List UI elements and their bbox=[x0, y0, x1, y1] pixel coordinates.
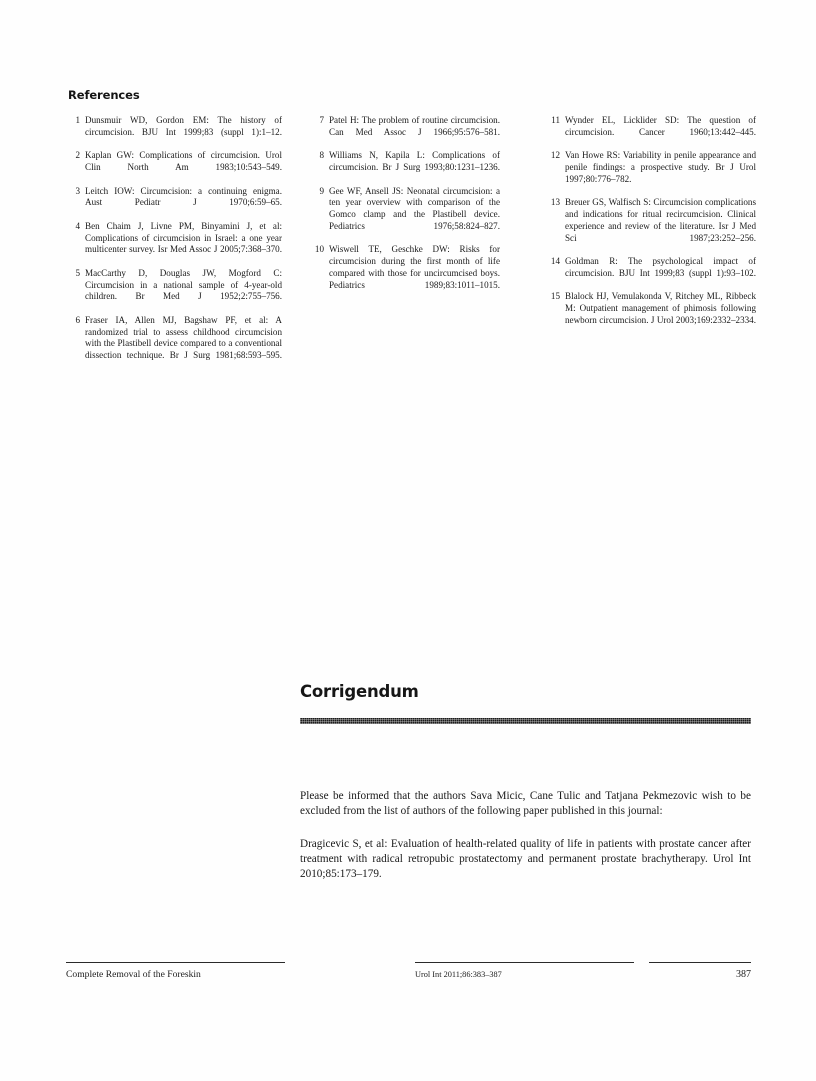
reference-text: MacCarthy D, Douglas JW, Mogford C: Circumcision in a national sample of 4-year-old children. Br Med J 1952;2:755–756. bbox=[85, 267, 282, 302]
reference-text: Williams N, Kapila L: Complications of circumcision. Br J Surg 1993;80:1231–1236. bbox=[329, 150, 500, 172]
reference-entry bbox=[544, 150, 756, 197]
reference-text: Wiswell TE, Geschke DW: Risks for circumcision during the first month of life compared with those for uncircumcised boys. Pediatrics 1989;83:1011–1015. bbox=[329, 244, 500, 290]
references-heading: References bbox=[68, 88, 140, 102]
references-columns bbox=[66, 115, 756, 374]
reference-text: Breuer GS, Walfisch S: Circumcision complications and indications for ritual recircumcision. Clinical experience and review of the literature. Isr J Med Sci 1987;23:252–256. bbox=[565, 197, 756, 243]
reference-number: 4 bbox=[75, 220, 80, 231]
corrigendum-divider-rule bbox=[300, 718, 751, 724]
reference-number: 14 bbox=[550, 256, 560, 266]
reference-text: Goldman R: The psychological impact of circumcision. BJU Int 1999;83 (suppl 1):93–102. bbox=[565, 256, 756, 278]
reference-number: 1 bbox=[75, 115, 80, 125]
reference-number: 9 bbox=[319, 185, 324, 196]
corrigendum-paragraph-2: Dragicevic S, et al: Evaluation of health-related quality of life in patients with prostate cancer after treatment with radical retropubic prostatectomy and permanent prostate brachytherapy. Urol Int 2010;85:173–179. bbox=[300, 837, 751, 881]
reference-number: 8 bbox=[319, 150, 324, 161]
references-section bbox=[66, 88, 756, 374]
corrigendum-section bbox=[300, 682, 751, 882]
reference-entry bbox=[66, 186, 282, 221]
reference-text: Kaplan GW: Complications of circumcision. Urol Clin North Am 1983;10:543–549. bbox=[85, 150, 282, 172]
reference-text: Ben Chaim J, Livne PM, Binyamini J, et al: Complications of circumcision in Israel: a one year multicenter survey. Isr Med Assoc J 2005;7:368–370. bbox=[85, 220, 282, 255]
reference-entry bbox=[66, 115, 282, 150]
page-footer bbox=[0, 962, 816, 1002]
reference-number: 13 bbox=[550, 197, 560, 208]
reference-number: 11 bbox=[551, 115, 560, 125]
reference-number: 6 bbox=[75, 314, 80, 325]
corrigendum-body bbox=[300, 789, 751, 882]
reference-number: 3 bbox=[75, 185, 80, 196]
reference-entry bbox=[66, 268, 282, 315]
reference-text: Dunsmuir WD, Gordon EM: The history of circumcision. BJU Int 1999;83 (suppl 1):1–12. bbox=[85, 115, 282, 137]
reference-entry bbox=[544, 291, 756, 338]
references-column-2 bbox=[288, 115, 506, 303]
reference-entry bbox=[310, 115, 500, 150]
corrigendum-paragraph-1: Please be informed that the authors Sava Micic, Cane Tulic and Tatjana Pekmezovic wish to be excluded from the list of authors of the following paper published in this journal: bbox=[300, 790, 751, 818]
reference-entry bbox=[310, 244, 500, 303]
footer-citation: Urol Int 2011;86:383–387 bbox=[415, 962, 634, 981]
reference-entry bbox=[66, 315, 282, 374]
reference-entry bbox=[310, 150, 500, 185]
footer-page-number: 387 bbox=[649, 962, 751, 981]
reference-number: 15 bbox=[550, 291, 560, 302]
reference-number: 5 bbox=[75, 267, 80, 278]
corrigendum-heading: Corrigendum bbox=[300, 682, 419, 701]
reference-text: Patel H: The problem of routine circumcision. Can Med Assoc J 1966;95:576–581. bbox=[329, 115, 500, 137]
reference-text: Wynder EL, Licklider SD: The question of circumcision. Cancer 1960;13:442–445. bbox=[565, 115, 756, 137]
reference-text: Gee WF, Ansell JS: Neonatal circumcision: a ten year overview with comparison of the Gomco clamp and the Plastibell device. Pediatrics 1976;58:824–827. bbox=[329, 185, 500, 231]
reference-number: 10 bbox=[314, 244, 324, 255]
reference-entry bbox=[66, 221, 282, 268]
reference-entry bbox=[310, 186, 500, 245]
references-column-3 bbox=[506, 115, 756, 338]
reference-text: Leitch IOW: Circumcision: a continuing enigma. Aust Pediatr J 1970;6:59–65. bbox=[85, 185, 282, 208]
reference-text: Van Howe RS: Variability in penile appearance and penile findings: a prospective study. Br J Urol 1997;80:776–782. bbox=[565, 150, 756, 184]
reference-text: Blalock HJ, Vemulakonda V, Ritchey ML, Ribbeck M: Outpatient management of phimosis following newborn circumcision. J Urol 2003;169:2332–2334. bbox=[565, 291, 756, 325]
reference-entry bbox=[544, 256, 756, 291]
reference-number: 2 bbox=[75, 150, 80, 161]
reference-text: Fraser IA, Allen MJ, Bagshaw PF, et al: A randomized trial to assess childhood circumcision with the Plastibell device compared to a conventional dissection technique. Br J Surg 1981;68:593–595. bbox=[85, 314, 282, 360]
reference-number: 12 bbox=[550, 150, 560, 161]
reference-entry bbox=[66, 150, 282, 185]
reference-entry bbox=[544, 197, 756, 256]
footer-running-title: Complete Removal of the Foreskin bbox=[66, 962, 285, 981]
references-column-1 bbox=[66, 115, 288, 374]
reference-entry bbox=[544, 115, 756, 150]
reference-number: 7 bbox=[319, 115, 324, 125]
